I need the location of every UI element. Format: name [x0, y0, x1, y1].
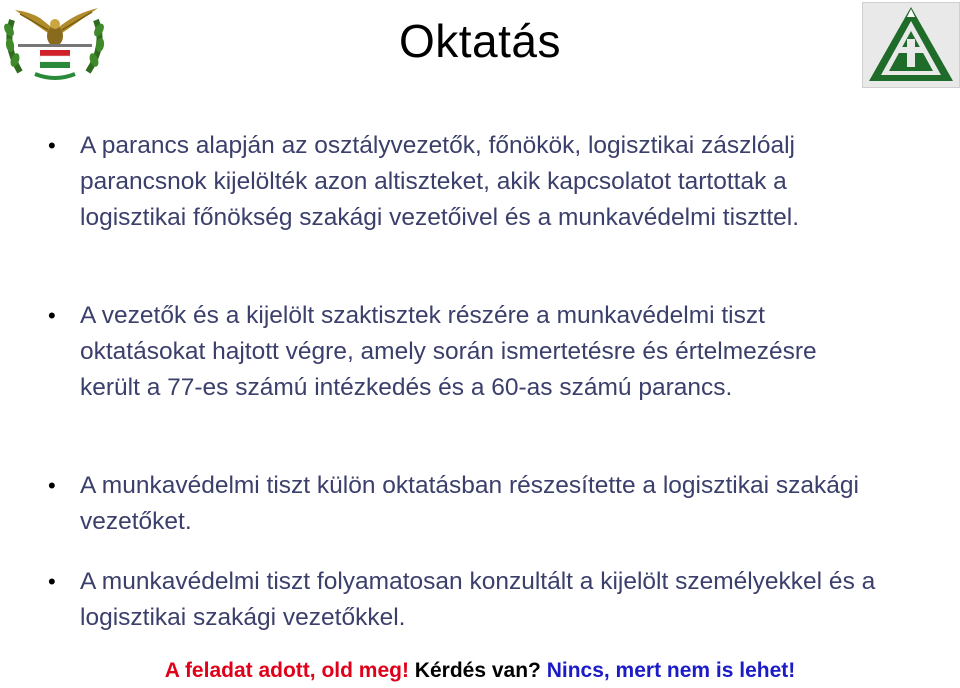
bullet-item — [48, 564, 880, 636]
bullet-item — [48, 298, 880, 406]
footer-part-3: Nincs, mert nem is lehet! — [546, 659, 796, 682]
bullet-item — [48, 468, 880, 540]
bullet-text: A parancs alapján az osztályvezetők, főnökök, logisztikai zászlóalj parancsnok kijelölték azon altiszteket, akik kapcsolatot tartottak a logisztikai főnökség szakági vezetőivel és a munkavédelmi tiszttel. — [80, 132, 800, 231]
bullet-text: A munkavédelmi tiszt külön oktatásban részesítette a logisztikai szakági vezetőket. — [80, 472, 859, 535]
bullet-dot-icon: • — [48, 473, 56, 498]
footer-part-1: A feladat adott, old meg! — [164, 659, 409, 682]
bullet-text: A vezetők és a kijelölt szaktisztek részére a munkavédelmi tiszt oktatásokat hajtott végre, amely során ismertetésre és értelmezésre került a 77-es számú intézkedés és a 60-as számú parancs. — [80, 302, 817, 401]
bullet-dot-icon: • — [48, 569, 56, 594]
bullet-dot-icon: • — [48, 303, 56, 328]
footer-slogan — [0, 656, 960, 686]
footer-part-2: Kérdés van? — [414, 659, 541, 682]
slide-title: Oktatás — [398, 15, 561, 67]
bullet-text: A munkavédelmi tiszt folyamatosan konzultált a kijelölt személyekkel és a logisztikai szakági vezetőkkel. — [80, 568, 876, 631]
bullet-item — [48, 128, 880, 236]
bullet-dot-icon: • — [48, 133, 56, 158]
